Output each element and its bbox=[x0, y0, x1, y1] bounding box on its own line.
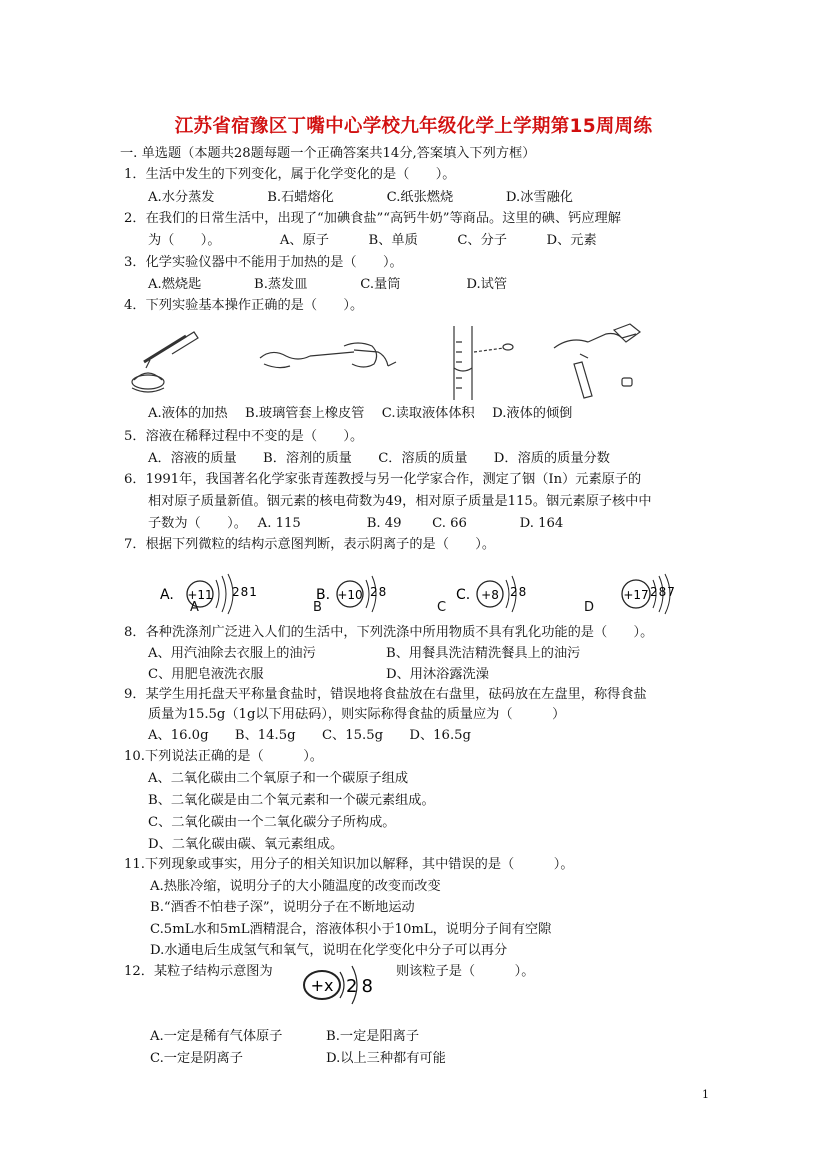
q7-option-letter: B. bbox=[316, 587, 331, 603]
q8-stem: 8．各种洗涤剂广泛进入人们的生活中，下列洗涤中所用物质不具有乳化功能的是（ ）。 bbox=[124, 625, 654, 640]
atom-nucleus: +10 bbox=[337, 588, 363, 602]
q7-sub-label-c: C bbox=[437, 600, 447, 615]
graduated-cylinder-icon bbox=[454, 326, 513, 400]
q7-sub-label-a: A bbox=[190, 600, 199, 615]
page-title: 江苏省宿豫区丁嘴中心学校九年级化学上学期第15周周练 bbox=[174, 116, 653, 137]
atom-shells: 281 bbox=[232, 585, 258, 599]
q7-option-letter: A. bbox=[160, 587, 174, 603]
atom-shells: 28 bbox=[510, 585, 528, 599]
atom-diagram-b bbox=[316, 576, 387, 612]
section-heading: 一. 单选题（本题共28题每题一个正确答案共14分,答案填入下列方框） bbox=[120, 146, 536, 161]
q10-option-b: B、二氧化碳是由二个氧元素和一个碳元素组成。 bbox=[148, 793, 435, 808]
q11-option-d: D.水通电后生成氢气和氧气，说明在化学变化中分子可以再分 bbox=[150, 943, 508, 958]
q8-option-a: A、用汽油除去衣服上的油污 bbox=[148, 646, 316, 661]
q4-options: A.液体的加热 B.玻璃管套上橡皮管 C.读取液体体积 D.液体的倾倒 bbox=[148, 406, 573, 421]
q12-option-c: C.一定是阴离子 bbox=[150, 1051, 243, 1066]
glass-tube-rubber-tube-icon bbox=[260, 343, 396, 368]
q9-options: A、16.0g B、14.5g C、15.5g D、16.5g bbox=[148, 728, 471, 743]
q1-options: A.水分蒸发 B.石蜡熔化 C.纸张燃烧 D.冰雪融化 bbox=[148, 190, 573, 205]
q10-option-d: D、二氧化碳由碳、氧元素组成。 bbox=[148, 837, 344, 852]
q4-stem: 4．下列实验基本操作正确的是（ ）。 bbox=[124, 298, 364, 313]
pouring-liquid-icon bbox=[554, 324, 640, 398]
q7-stem: 7．根据下列微粒的结构示意图判断，表示阴离子的是（ ）。 bbox=[124, 537, 496, 552]
q12-option-b: B.一定是阳离子 bbox=[326, 1029, 420, 1044]
q6-line2: 相对原子质量新值。铟元素的核电荷数为49，相对原子质量是115。铟元素原子核中中 bbox=[148, 494, 652, 509]
q5-stem: 5．溶液在稀释过程中不变的是（ ）。 bbox=[124, 429, 364, 444]
q2-stem: 2．在我们的日常生活中，出现了“加碘食盐”“高钙牛奶”等商品。这里的碘、钙应理解 bbox=[124, 211, 621, 226]
atom-shells: 287 bbox=[650, 585, 676, 599]
q9-cont: 质量为15.5g（1g以下用砝码），则实际称得食盐的质量应为（ ） bbox=[148, 707, 566, 722]
q3-options: A.燃烧匙 B.蒸发皿 C.量筒 D.试管 bbox=[148, 277, 508, 292]
q9-stem: 9．某学生用托盘天平称量食盐时，错误地将食盐放在右盘里，砝码放在左盘里，称得食盐 bbox=[124, 687, 647, 702]
q12-nucleus: +x bbox=[310, 976, 334, 995]
q11-option-a: A.热胀冷缩，说明分子的大小随温度的改变而改变 bbox=[150, 879, 441, 894]
q11-option-b: B.“酒香不怕巷子深”，说明分子在不断地运动 bbox=[150, 900, 415, 915]
q11-option-c: C.5mL水和5mL酒精混合，溶液体积小于10mL，说明分子间有空隙 bbox=[150, 922, 552, 937]
q8-option-c: C、用肥皂液洗衣服 bbox=[148, 667, 264, 682]
heating-apparatus-icon bbox=[132, 332, 198, 392]
atom-shells: 28 bbox=[370, 585, 388, 599]
q12-stem: 12．某粒子结构示意图为 bbox=[124, 964, 273, 979]
q12-option-d: D.以上三种都有可能 bbox=[326, 1051, 446, 1066]
q6-line3: 子数为（ ）。 A. 115 B. 49 C. 66 D. 164 bbox=[148, 516, 564, 531]
atom-nucleus: +11 bbox=[187, 588, 213, 602]
page-number: 1 bbox=[702, 1088, 709, 1101]
q7-atom-diagrams bbox=[150, 562, 690, 620]
atom-nucleus: +8 bbox=[481, 588, 499, 602]
q12-stem2: 则该粒子是（ ）。 bbox=[396, 964, 535, 979]
q2-cont: 为（ ）。 A、原子 B、单质 C、分子 D、元素 bbox=[148, 233, 597, 248]
atom-diagram-d bbox=[622, 574, 676, 614]
q5-options: A．溶液的质量 B．溶剂的质量 C．溶质的质量 D．溶质的质量分数 bbox=[148, 451, 610, 466]
q3-stem: 3．化学实验仪器中不能用于加热的是（ ）。 bbox=[124, 255, 403, 270]
atom-diagram-a bbox=[160, 574, 258, 614]
q10-option-c: C、二氧化碳由一个二氧化碳分子所构成。 bbox=[148, 815, 396, 830]
atom-diagram-c bbox=[456, 576, 527, 612]
q12-shells: 28 bbox=[346, 976, 377, 997]
q8-option-d: D、用沐浴露洗澡 bbox=[386, 667, 489, 682]
q7-option-letter: C. bbox=[456, 587, 471, 603]
q7-sub-label-d: D bbox=[584, 600, 595, 615]
q1-stem: 1．生活中发生的下列变化，属于化学变化的是（ ）。 bbox=[124, 167, 456, 182]
q11-stem: 11.下列现象或事实，用分子的相关知识加以解释，其中错误的是（ ）。 bbox=[124, 857, 574, 872]
q6-line1: 6．1991年，我国著名化学家张青莲教授与另一化学家合作，测定了铟（In）元素原子的 bbox=[124, 472, 642, 487]
q12-particle-diagram bbox=[300, 962, 390, 1008]
q10-stem: 10.下列说法正确的是（ ）。 bbox=[124, 749, 323, 764]
q12-option-a: A.一定是稀有气体原子 bbox=[150, 1029, 283, 1044]
q4-figures bbox=[124, 322, 684, 402]
q8-option-b: B、用餐具洗洁精洗餐具上的油污 bbox=[386, 646, 581, 661]
q10-option-a: A、二氧化碳由二个氧原子和一个碳原子组成 bbox=[148, 771, 409, 786]
q7-sub-label-b: B bbox=[313, 600, 322, 615]
atom-nucleus: +17 bbox=[623, 588, 649, 602]
